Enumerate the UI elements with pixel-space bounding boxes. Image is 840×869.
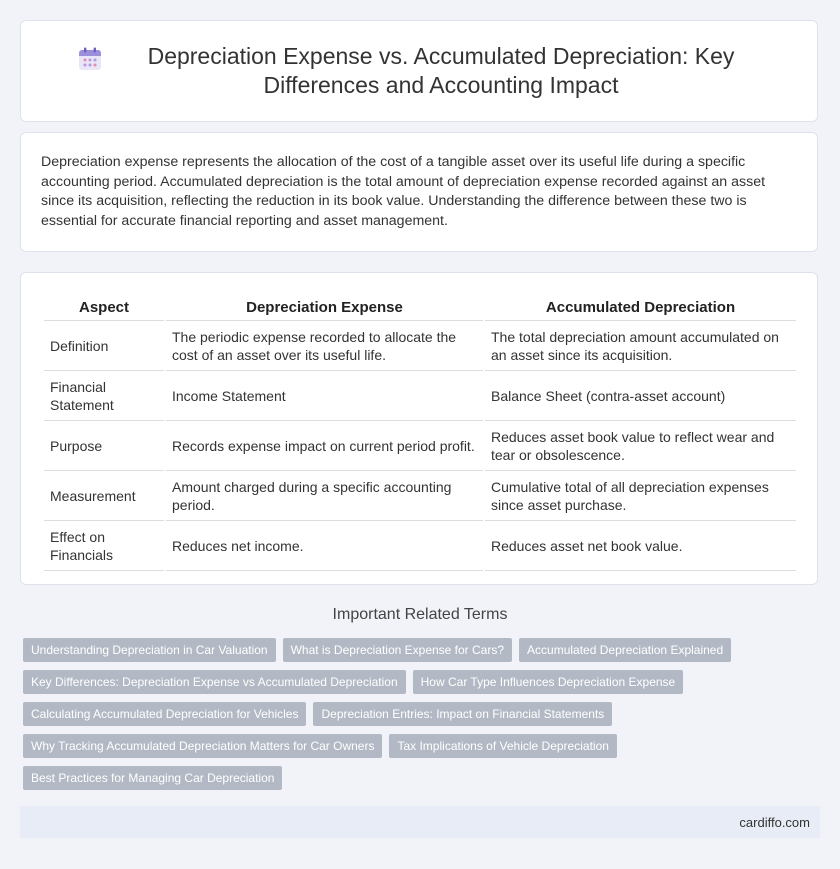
related-term-link[interactable]: Accumulated Depreciation Explained — [519, 638, 731, 662]
calendar-icon — [77, 46, 103, 72]
intro-card — [20, 132, 818, 252]
related-term-link[interactable]: Understanding Depreciation in Car Valuation — [23, 638, 276, 662]
related-terms-title: Important Related Terms — [332, 606, 508, 623]
row-depreciation-expense: Records expense impact on current period profit. — [166, 421, 483, 471]
related-term-link[interactable]: Calculating Accumulated Depreciation for Vehicles — [23, 702, 306, 726]
row-depreciation-expense: The periodic expense recorded to allocate the cost of an asset over its useful life. — [166, 321, 483, 371]
footer — [20, 806, 820, 838]
related-term-link[interactable]: How Car Type Influences Depreciation Expense — [413, 670, 684, 694]
header-accumulated-depreciation: Accumulated Depreciation — [485, 293, 796, 321]
row-aspect: Definition — [44, 321, 164, 371]
row-accumulated-depreciation: The total depreciation amount accumulated on an asset since its acquisition. — [485, 321, 796, 371]
row-depreciation-expense: Reduces net income. — [166, 521, 483, 571]
header-aspect: Aspect — [44, 293, 164, 321]
table-row — [44, 371, 796, 421]
row-depreciation-expense: Income Statement — [166, 371, 483, 421]
table-row — [44, 521, 796, 571]
footer-site-link[interactable]: cardiffo.com — [739, 814, 810, 830]
row-aspect: Financial Statement — [44, 371, 164, 421]
related-term-link[interactable]: What is Depreciation Expense for Cars? — [283, 638, 512, 662]
header-depreciation-expense: Depreciation Expense — [166, 293, 483, 321]
intro-paragraph: Depreciation expense represents the allocation of the cost of a tangible asset over its useful life during a specific accounting period. Accumulated depreciation is the total amount of depreciation expense recorded against an asset since its acquisition, reflecting the reduction in its book value. Understanding the difference between these two is essential for accurate financial reporting and asset management. — [41, 154, 766, 229]
row-accumulated-depreciation: Balance Sheet (contra-asset account) — [485, 371, 796, 421]
table-row — [44, 321, 796, 371]
row-aspect: Measurement — [44, 471, 164, 521]
related-term-link[interactable]: Why Tracking Accumulated Depreciation Matters for Car Owners — [23, 734, 382, 758]
row-accumulated-depreciation: Reduces asset net book value. — [485, 521, 796, 571]
header-inner — [77, 42, 761, 100]
row-depreciation-expense: Amount charged during a specific accounting period. — [166, 471, 483, 521]
row-accumulated-depreciation: Cumulative total of all depreciation expenses since asset purchase. — [485, 471, 796, 521]
related-term-link[interactable]: Key Differences: Depreciation Expense vs Accumulated Depreciation — [23, 670, 406, 694]
related-term-link[interactable]: Depreciation Entries: Impact on Financial Statements — [313, 702, 612, 726]
header-card — [20, 20, 818, 122]
comparison-table — [42, 293, 798, 571]
row-accumulated-depreciation: Reduces asset book value to reflect wear and tear or obsolescence. — [485, 421, 796, 471]
comparison-table-card — [20, 272, 818, 585]
related-terms-list — [23, 638, 793, 798]
page-title: Depreciation Expense vs. Accumulated Depreciation: Key Differences and Accounting Impact — [147, 43, 735, 98]
table-row — [44, 421, 796, 471]
row-aspect: Effect on Financials — [44, 521, 164, 571]
table-row — [44, 471, 796, 521]
related-term-link[interactable]: Tax Implications of Vehicle Depreciation — [389, 734, 616, 758]
table-header-row — [44, 293, 796, 321]
row-aspect: Purpose — [44, 421, 164, 471]
related-term-link[interactable]: Best Practices for Managing Car Depreciation — [23, 766, 282, 790]
